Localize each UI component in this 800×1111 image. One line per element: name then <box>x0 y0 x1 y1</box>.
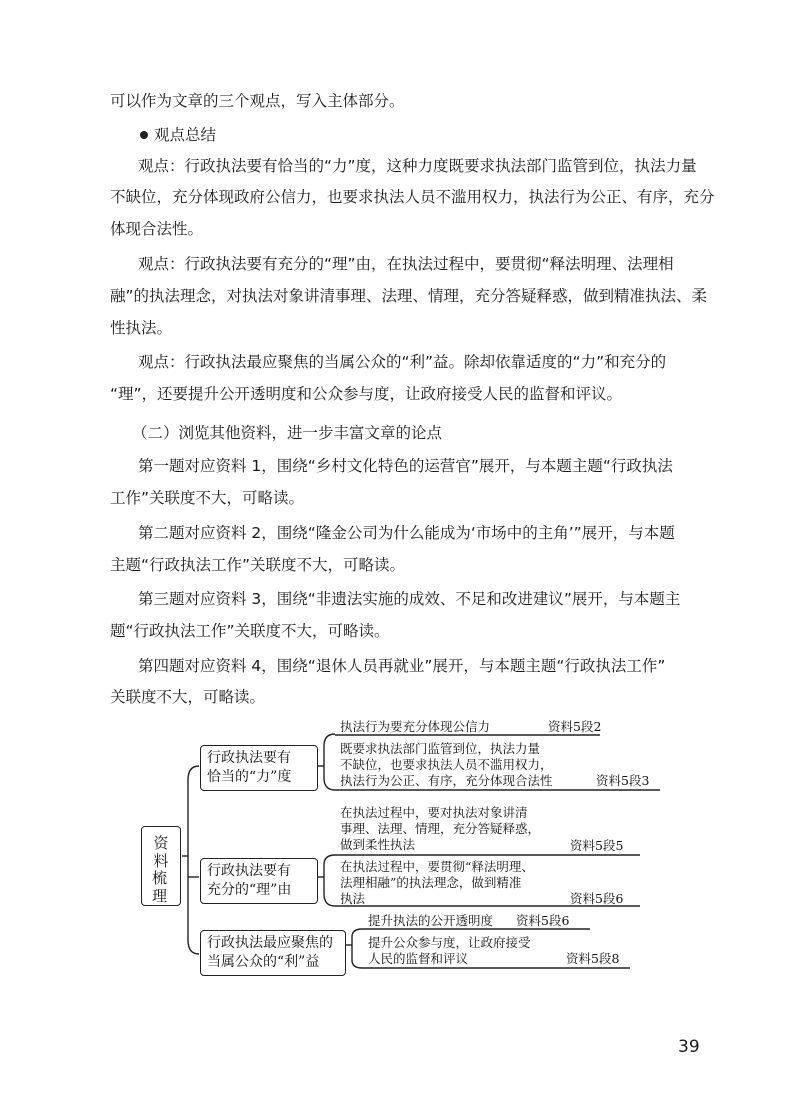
text-line: 体现合法性。 <box>110 220 204 238</box>
text-line: 观点：行政执法要有充分的“理”由，在执法过程中，要贯彻“释法明理、法理相 <box>138 255 674 273</box>
text-line: 可以作为文章的三个观点，写入主体部分。 <box>110 92 405 110</box>
mindmap-root-char: 理 <box>152 887 168 905</box>
mindmap-ref: 资料5段8 <box>566 951 620 966</box>
mindmap-leaf: 在执法过程中，要对执法对象讲清 <box>340 805 528 820</box>
mindmap-root: 资 料 <box>141 826 181 906</box>
mindmap-ref: 资料5段2 <box>548 719 602 734</box>
text-line: 不缺位，充分体现政府公信力，也要求执法人员不滥用权力，执法行为公正、有序，充分 <box>110 188 715 206</box>
text-line: 关联度不大，可略读。 <box>110 688 266 706</box>
text-line: 观点：行政执法要有恰当的“力”度，这种力度既要求执法部门监管到位，执法力量 <box>138 157 697 175</box>
text-line: 第二题对应资料 2，围绕“隆金公司为什么能成为‘市场中的主角’”展开，与本题 <box>138 524 675 542</box>
mindmap-leaf: 执法行为要充分体现公信力 <box>340 719 491 734</box>
text-line: 第一题对应资料 1，围绕“乡村文化特色的运营官”展开，与本题主题“行政执法 <box>138 457 673 475</box>
mindmap-leaf: 提升执法的公开透明度 <box>368 913 494 928</box>
mindmap-leaf: 不缺位，也要求执法人员不滥用权力， <box>340 757 553 772</box>
text-line: 工作”关联度不大，可略读。 <box>110 489 305 507</box>
mindmap-leaf: 提升公众参与度，让政府接受 <box>368 935 531 950</box>
mindmap-leaf: 在执法过程中，要贯彻“释法明理、 <box>340 859 534 874</box>
text-line: 题“行政执法工作”关联度不大，可略读。 <box>110 622 390 640</box>
mindmap-root-char: 梳 <box>152 869 168 887</box>
mindmap-branch-interest: 行政执法最应聚焦的 当属公众的“利”益 <box>200 930 346 976</box>
mindmap-leaf: 法理相融”的执法理念，做到精准 <box>340 875 522 890</box>
mindmap-branch-force: 行政执法要有 恰当的“力”度 <box>200 745 318 791</box>
mindmap-ref: 资料5段5 <box>570 838 624 853</box>
mindmap-leaf: 事理、法理、情理，充分答疑释惑， <box>340 821 541 836</box>
page-number: 39 <box>678 1037 700 1057</box>
text-line: 主题“行政执法工作”关联度不大，可略读。 <box>110 556 406 574</box>
mindmap-ref: 资料5段6 <box>570 891 624 906</box>
mindmap-leaf: 人民的监督和评议 <box>368 951 469 966</box>
text-line: 性执法。 <box>110 319 173 337</box>
summary-heading: 观点总结 <box>140 125 216 145</box>
text-line: 第四题对应资料 4，围绕“退休人员再就业”展开，与本题主题“行政执法工作” <box>138 657 666 675</box>
mindmap-leaf: 做到柔性执法 <box>340 837 416 852</box>
mindmap-ref: 资料5段6 <box>516 913 570 928</box>
mindmap-branch-reason: 行政执法要有 充分的“理”由 <box>200 858 318 904</box>
section-heading: （二）浏览其他资料，进一步丰富文章的论点 <box>132 424 443 442</box>
text-line: 第三题对应资料 3，围绕“非遗法实施的成效、不足和改进建议”展开，与本题主 <box>138 590 681 608</box>
mindmap-leaf: 既要求执法部门监管到位，执法力量 <box>340 741 541 756</box>
mindmap-ref: 资料5段3 <box>596 773 650 788</box>
text-line: “理”，还要提升公开透明度和公众参与度，让政府接受人民的监督和评议。 <box>110 385 623 403</box>
mindmap-leaf: 执法 <box>340 891 366 906</box>
text-line: 观点：行政执法最应聚焦的当属公众的“利”益。除却依靠适度的“力”和充分的 <box>138 353 667 371</box>
text-line: 融”的执法理念，对执法对象讲清事理、法理、情理，充分答疑释惑，做到精准执法、柔 <box>110 287 708 305</box>
mindmap-leaf: 执法行为公正、有序，充分体现合法性 <box>340 773 553 788</box>
